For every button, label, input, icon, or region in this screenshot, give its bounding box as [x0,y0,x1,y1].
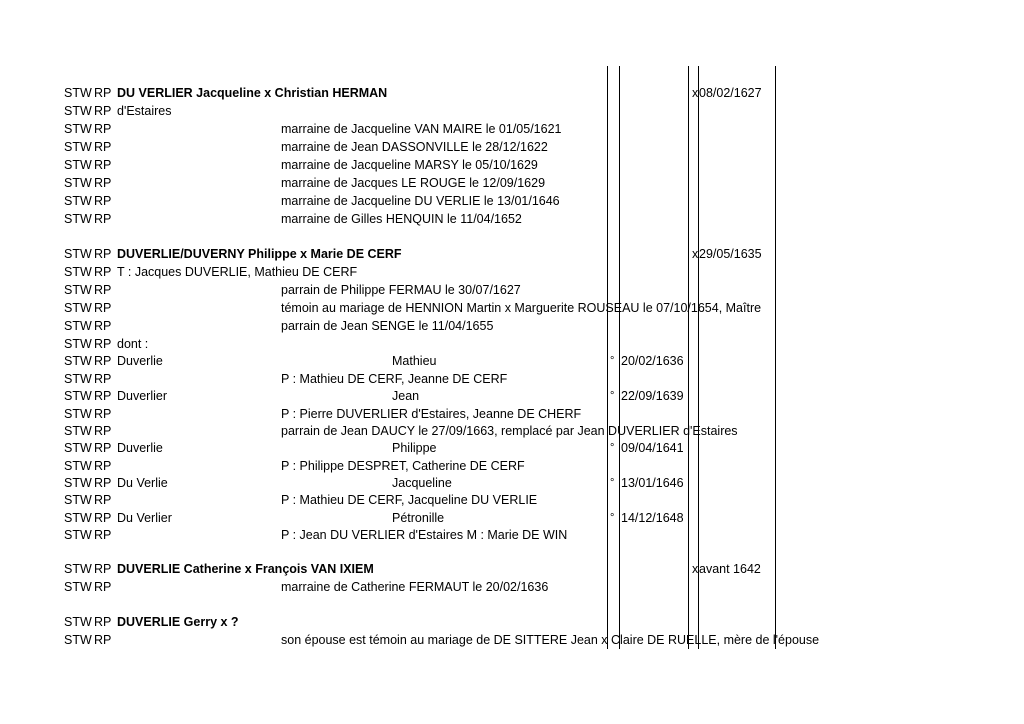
table-row [0,405,1024,423]
event-cell: marraine de Jean DASSONVILLE le 28/12/1622 [281,140,548,154]
birth-symbol: ° [610,442,615,454]
source-cell: STW [64,580,92,594]
type-cell: RP [94,194,112,208]
name-cell: Duverlie [117,354,163,368]
event-cell: son épouse est témoin au mariage de DE SITTERE Jean x Claire DE RUELLE, mère de l'épouse [281,633,820,647]
marriage-date-cell: avant 1642 [699,562,761,576]
name-cell: Duverlie [117,441,163,455]
source-cell: STW [64,158,92,172]
event-cell: parrain de Jean SENGE le 11/04/1655 [281,319,494,333]
table-row [0,102,1024,120]
type-cell: RP [94,158,112,172]
source-cell: STW [64,283,92,297]
event-cell: témoin au mariage de HENNION Martin x Marguerite ROUSEAU le 07/10/1654, Maître [281,301,762,315]
name-cell: DUVERLIE Catherine x François VAN IXIEM [117,562,374,576]
firstname-cell: Pétronille [392,511,445,525]
source-cell: STW [64,424,92,438]
table-row [0,560,1024,578]
firstname-cell: Mathieu [392,354,437,368]
source-cell: STW [64,633,92,647]
type-cell: RP [94,528,112,542]
event-cell: marraine de Jacqueline VAN MAIRE le 01/05/1621 [281,122,562,136]
table-row [0,263,1024,281]
type-cell: RP [94,441,112,455]
type-cell: RP [94,176,112,190]
type-cell: RP [94,389,112,403]
source-cell: STW [64,511,92,525]
event-cell: marraine de Jacques LE ROUGE le 12/09/1629 [281,176,546,190]
source-cell: STW [64,476,92,490]
type-cell: RP [94,86,112,100]
birth-symbol: ° [610,477,615,489]
type-cell: RP [94,301,112,315]
type-cell: RP [94,337,112,351]
firstname-cell: Philippe [392,441,437,455]
type-cell: RP [94,459,112,473]
type-cell: RP [94,424,112,438]
table-row [0,281,1024,299]
type-cell: RP [94,247,112,261]
marriage-date-cell: 08/02/1627 [699,86,762,100]
birth-symbol: ° [610,512,615,524]
source-cell: STW [64,528,92,542]
table-row [0,156,1024,174]
table-row [0,245,1024,263]
event-cell: marraine de Jacqueline DU VERLIE le 13/01/1646 [281,194,560,208]
type-cell: RP [94,319,112,333]
table-row [0,138,1024,156]
event-cell: P : Philippe DESPRET, Catherine DE CERF [281,459,525,473]
name-cell: d'Estaires [117,104,172,118]
event-cell: P : Mathieu DE CERF, Jacqueline DU VERLIE [281,493,538,507]
type-cell: RP [94,140,112,154]
source-cell: STW [64,265,92,279]
name-cell: DUVERLIE/DUVERNY Philippe x Marie DE CERF [117,247,402,261]
source-cell: STW [64,372,92,386]
birth-date-cell: 20/02/1636 [621,354,684,368]
event-cell: P : Mathieu DE CERF, Jeanne DE CERF [281,372,508,386]
type-cell: RP [94,562,112,576]
type-cell: RP [94,212,112,226]
firstname-cell: Jacqueline [392,476,452,490]
birth-symbol: ° [610,390,615,402]
name-cell: DUVERLIE Gerry x ? [117,615,239,629]
type-cell: RP [94,283,112,297]
table-row [0,210,1024,228]
marriage-date-cell: 29/05/1635 [699,247,762,261]
table-row [0,84,1024,102]
type-cell: RP [94,580,112,594]
birth-date-cell: 09/04/1641 [621,441,684,455]
source-cell: STW [64,212,92,226]
source-cell: STW [64,319,92,333]
name-cell: dont : [117,337,149,351]
table-row [0,631,1024,649]
table-row [0,578,1024,596]
source-cell: STW [64,459,92,473]
type-cell: RP [94,511,112,525]
firstname-cell: Jean [392,389,420,403]
source-cell: STW [64,441,92,455]
birth-date-cell: 14/12/1648 [621,511,684,525]
table-row [0,526,1024,544]
event-cell: parrain de Philippe FERMAU le 30/07/1627 [281,283,521,297]
type-cell: RP [94,265,112,279]
source-cell: STW [64,86,92,100]
table-row [0,370,1024,388]
birth-symbol: ° [610,355,615,367]
table-row [0,457,1024,475]
name-cell: T : Jacques DUVERLIE, Mathieu DE CERF [117,265,358,279]
event-cell: P : Pierre DUVERLIER d'Estaires, Jeanne DE CHERF [281,407,582,421]
table-row [0,474,1024,492]
source-cell: STW [64,493,92,507]
birth-date-cell: 22/09/1639 [621,389,684,403]
name-cell: DU VERLIER Jacqueline x Christian HERMAN [117,86,388,100]
name-cell: Du Verlie [117,476,168,490]
table-row [0,613,1024,631]
table-row [0,509,1024,527]
type-cell: RP [94,354,112,368]
event-cell: parrain de Jean DAUCY le 27/09/1663, remplacé par Jean DUVERLIER d'Estaires [281,424,738,438]
type-cell: RP [94,104,112,118]
table-row [0,439,1024,457]
type-cell: RP [94,615,112,629]
source-cell: STW [64,354,92,368]
name-cell: Du Verlier [117,511,172,525]
source-cell: STW [64,301,92,315]
table-row [0,120,1024,138]
source-cell: STW [64,247,92,261]
source-cell: STW [64,407,92,421]
type-cell: RP [94,407,112,421]
birth-date-cell: 13/01/1646 [621,476,684,490]
marriage-symbol: x [692,562,699,576]
table-row [0,387,1024,405]
table-row [0,299,1024,317]
source-cell: STW [64,337,92,351]
source-cell: STW [64,562,92,576]
event-cell: marraine de Catherine FERMAUT le 20/02/1636 [281,580,549,594]
source-cell: STW [64,176,92,190]
source-cell: STW [64,122,92,136]
event-cell: marraine de Jacqueline MARSY le 05/10/1629 [281,158,538,172]
source-cell: STW [64,194,92,208]
table-row [0,317,1024,335]
table-row [0,192,1024,210]
type-cell: RP [94,372,112,386]
event-cell: P : Jean DU VERLIER d'Estaires M : Marie DE WIN [281,528,568,542]
type-cell: RP [94,476,112,490]
type-cell: RP [94,633,112,647]
table-row [0,335,1024,353]
marriage-symbol: x [692,86,699,100]
table-row [0,174,1024,192]
event-cell: marraine de Gilles HENQUIN le 11/04/1652 [281,212,522,226]
source-cell: STW [64,615,92,629]
type-cell: RP [94,122,112,136]
table-row [0,491,1024,509]
table-row [0,422,1024,440]
source-cell: STW [64,104,92,118]
source-cell: STW [64,389,92,403]
name-cell: Duverlier [117,389,168,403]
type-cell: RP [94,493,112,507]
source-cell: STW [64,140,92,154]
marriage-symbol: x [692,247,699,261]
table-row [0,352,1024,370]
